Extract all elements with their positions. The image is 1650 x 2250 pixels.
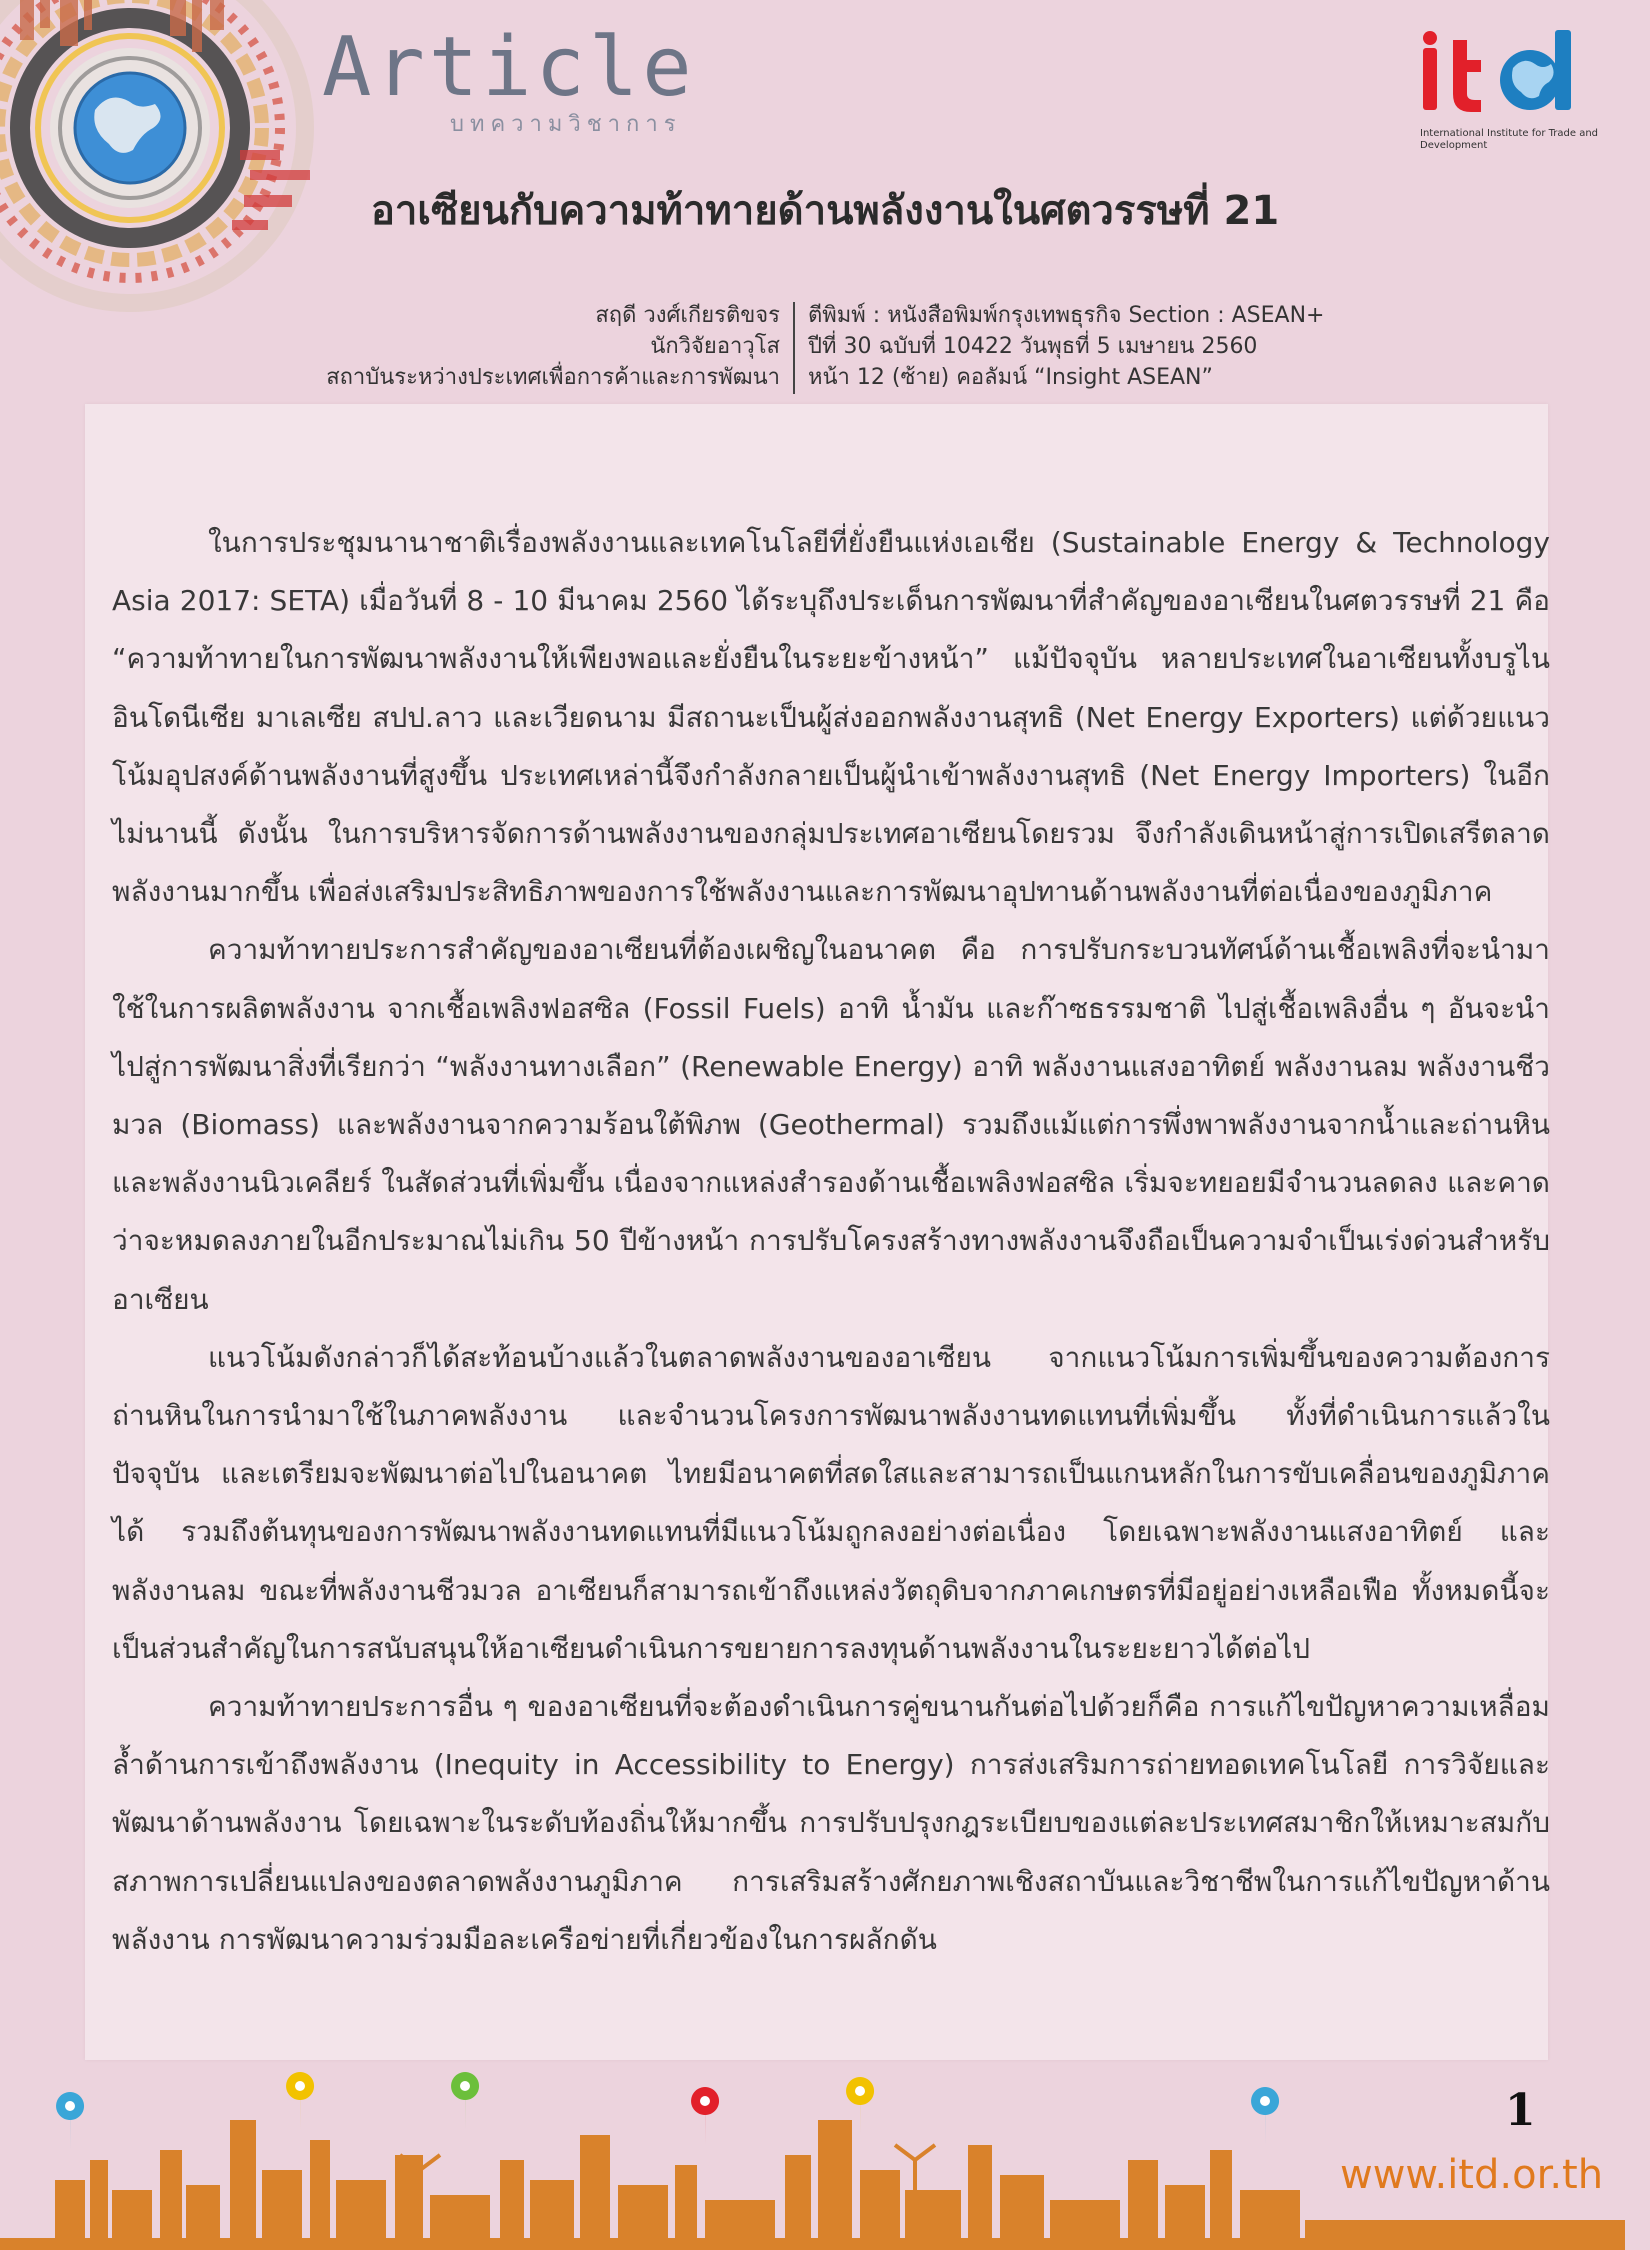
paragraph: ความท้าทายประการอื่น ๆ ของอาเซียนที่จะต้องดำเนินการคู่ขนานกันต่อไปด้วยก็คือ การแก้ไขปัญหาความเหลื่อมล้ำด้านการเข้าถึงพลังงาน (Inequity in Accessibility to Energy) การส่งเสริมการถ่ายทอดเทคโนโลยี การวิจัยและพัฒนาด้านพลังงาน โดยเฉพาะในระดับท้องถิ่นให้มากขึ้น การปรับปรุงกฎระเบียบของแต่ละประเทศสมาชิกให้เหมาะสมกับสภาพการเปลี่ยนแปลงของตลาดพลังงานภูมิภาค การเสริมสร้างศักยภาพเชิงสถาบันและวิชาชีพในการแก้ไขปัญหาด้านพลังงาน การพัฒนาความร่วมมือละเครือข่ายที่เกี่ยวข้องในการผลักดัน	[112, 1690, 1550, 1956]
section-label: Article	[322, 20, 696, 115]
publication-info	[808, 300, 1324, 393]
author-block	[326, 300, 780, 393]
paragraph: ในการประชุมนานาชาติเรื่องพลังงานและเทคโนโลยีที่ยั่งยืนแห่งเอเชีย (Sustainable Energy & Technology Asia 2017: SETA) เมื่อวันที่ 8 - 10 มีนาคม 2560 ได้ระบุถึงประเด็นการพัฒนาที่สำคัญของอาเซียนในศตวรรษที่ 21 คือ “ความท้าทายในการพัฒนาพลังงานให้เพียงพอและยั่งยืนในระยะข้างหน้า” แม้ปัจจุบัน หลายประเทศในอาเซียนทั้งบรูไน อินโดนีเซีย มาเลเซีย สปป.ลาว และเวียดนาม มีสถานะเป็นผู้ส่งออกพลังงานสุทธิ (Net Energy Exporters) แต่ด้วยแนวโน้มอุปสงค์ด้านพลังงานที่สูงขึ้น ประเทศเหล่านี้จึงกำลังกลายเป็นผู้นำเข้าพลังงานสุทธิ (Net Energy Importers) ในอีกไม่นานนี้ ดังนั้น ในการบริหารจัดการด้านพลังงานของกลุ่มประเทศอาเซียนโดยรวม จึงกำลังเดินหน้าสู่การเปิดเสรีตลาดพลังงานมากขึ้น เพื่อส่งเสริมประสิทธิภาพของการใช้พลังงานและการพัฒนาอุปทานด้านพลังงานที่ต่อเนื่องของภูมิภาค	[112, 526, 1550, 909]
author-name: สฤดี วงศ์เกียรติขจร	[595, 303, 780, 328]
publication-page: หน้า 12 (ซ้าย) คอลัมน์ “Insight ASEAN”	[808, 365, 1213, 390]
publication-issue: ปีที่ 30 ฉบับที่ 10422 วันพุธที่ 5 เมษายน 2560	[808, 334, 1258, 359]
paragraph: แนวโน้มดังกล่าวก็ได้สะท้อนบ้างแล้วในตลาดพลังงานของอาเซียน จากแนวโน้มการเพิ่มขึ้นของความต้องการถ่านหินในการนำมาใช้ในภาคพลังงาน และจำนวนโครงการพัฒนาพลังงานทดแทนที่เพิ่มขึ้น ทั้งที่ดำเนินการแล้วในปัจจุบัน และเตรียมจะพัฒนาต่อไปในอนาคต ไทยมีอนาคตที่สดใสและสามารถเป็นแกนหลักในการขับเคลื่อนของภูมิภาคได้ รวมถึงต้นทุนของการพัฒนาพลังงานทดแทนที่มีแนวโน้มถูกลงอย่างต่อเนื่อง โดยเฉพาะพลังงานแสงอาทิตย์ และพลังงานลม ขณะที่พลังงานชีวมวล อาเซียนก็สามารถเข้าถึงแหล่งวัตถุดิบจากภาคเกษตรที่มีอยู่อย่างเหลือเฟือ ทั้งหมดนี้จะเป็นส่วนสำคัญในการสนับสนุนให้อาเซียนดำเนินการขยายการลงทุนด้านพลังงานในระยะยาวได้ต่อไป	[112, 1340, 1550, 1665]
map-pin-icon	[1251, 2087, 1279, 2145]
section-sublabel: บทความวิชาการ	[450, 112, 682, 137]
map-pin-icon	[286, 2072, 314, 2130]
divider	[793, 302, 795, 394]
website-link[interactable]: www.itd.or.th	[1340, 2152, 1604, 2198]
page-number: 1	[1505, 2085, 1536, 2136]
article-body	[112, 514, 1550, 1969]
author-organization: สถาบันระหว่างประเทศเพื่อการค้าและการพัฒนา	[326, 365, 780, 390]
map-pin-icon	[56, 2092, 84, 2150]
map-pin-icon	[451, 2072, 479, 2130]
globe-icon	[75, 73, 185, 183]
logo-tagline: International Institute for Trade and Development	[1420, 128, 1599, 151]
author-position: นักวิจัยอาวุโส	[650, 334, 780, 359]
paragraph: ความท้าทายประการสำคัญของอาเซียนที่ต้องเผชิญในอนาคต คือ การปรับกระบวนทัศน์ด้านเชื้อเพลิงที่จะนำมาใช้ในการผลิตพลังงาน จากเชื้อเพลิงฟอสซิล (Fossil Fuels) อาทิ น้ำมัน และก๊าซธรรมชาติ ไปสู่เชื้อเพลิงอื่น ๆ อันจะนำไปสู่การพัฒนาสิ่งที่เรียกว่า “พลังงานทางเลือก” (Renewable Energy) อาทิ พลังงานแสงอาทิตย์ พลังงานลม พลังงานชีวมวล (Biomass) และพลังงานจากความร้อนใต้พิภพ (Geothermal) รวมถึงแม้แต่การพึ่งพาพลังงานจากน้ำและถ่านหิน และพลังงานนิวเคลียร์ ในสัดส่วนที่เพิ่มขึ้น เนื่องจากแหล่งสำรองด้านเชื้อเพลิงฟอสซิล เริ่มจะทยอยมีจำนวนลดลง และคาดว่าจะหมดลงภายในอีกประมาณไม่เกิน 50 ปีข้างหน้า การปรับโครงสร้างทางพลังงานจึงถือเป็นความจำเป็นเร่งด่วนสำหรับอาเซียน	[112, 933, 1550, 1316]
article-title: อาเซียนกับความท้าทายด้านพลังงานในศตวรรษที่ 21	[370, 188, 1280, 234]
map-pin-icon	[691, 2087, 719, 2145]
publication-source: ตีพิมพ์ : หนังสือพิมพ์กรุงเทพธุรกิจ Section : ASEAN+	[808, 303, 1325, 328]
